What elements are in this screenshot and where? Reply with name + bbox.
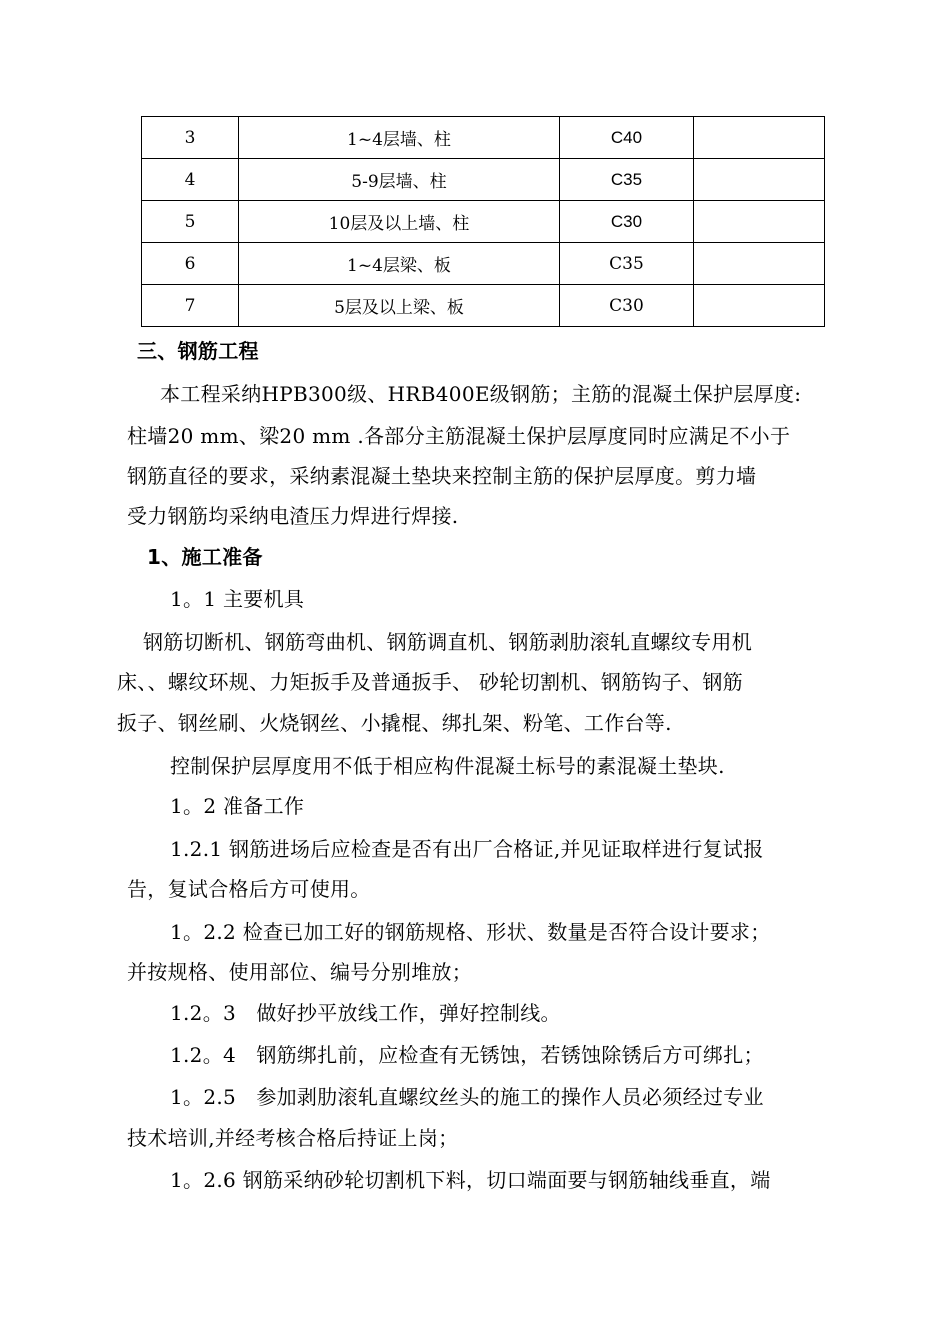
row-number: 4 bbox=[142, 159, 239, 201]
intro-line: 受力钢筋均采纳电渣压力焊进行焊接. bbox=[127, 504, 459, 528]
row-note bbox=[694, 117, 825, 159]
row-grade: C40 bbox=[560, 117, 694, 159]
body-line: 1.2。4 钢筋绑扎前，应检查有无锈蚀，若锈蚀除锈后方可绑扎； bbox=[170, 1043, 764, 1067]
row-part: 1~4层梁、板 bbox=[239, 243, 560, 285]
body-line: 控制保护层厚度用不低于相应构件混凝土标号的素混凝土垫块. bbox=[170, 754, 725, 778]
row-note bbox=[694, 159, 825, 201]
row-part: 5-9层墙、柱 bbox=[239, 159, 560, 201]
body-line: 1。2.6 钢筋采纳砂轮切割机下料，切口端面要与钢筋轴线垂直，端 bbox=[170, 1168, 771, 1192]
row-number: 6 bbox=[142, 243, 239, 285]
table-row bbox=[142, 243, 825, 285]
row-grade: C35 bbox=[560, 243, 694, 285]
table-row bbox=[142, 285, 825, 327]
body-line: 扳子、钢丝刷、火烧钢丝、小撬棍、绑扎架、粉笔、工作台等. bbox=[117, 711, 672, 735]
item-title: 1。1 主要机具 bbox=[170, 587, 305, 611]
row-note bbox=[694, 285, 825, 327]
row-grade: C30 bbox=[560, 201, 694, 243]
table-row bbox=[142, 159, 825, 201]
body-line: 1。2.2 检查已加工好的钢筋规格、形状、数量是否符合设计要求； bbox=[170, 920, 771, 944]
table-row bbox=[142, 201, 825, 243]
body-line: 钢筋切断机、钢筋弯曲机、钢筋调直机、钢筋剥肋滚轧直螺纹专用机 bbox=[143, 630, 752, 654]
row-number: 5 bbox=[142, 201, 239, 243]
intro-line: 本工程采纳HPB300级、HRB400E级钢筋；主筋的混凝土保护层厚度: bbox=[160, 382, 802, 406]
table-row bbox=[142, 117, 825, 159]
section-title: 三、钢筋工程 bbox=[137, 339, 259, 363]
row-grade: C35 bbox=[560, 159, 694, 201]
intro-line: 柱墙20 mm、梁20 mm .各部分主筋混凝土保护层厚度同时应满足不小于 bbox=[127, 424, 791, 448]
body-line: 1.2。3 做好抄平放线工作，弹好控制线。 bbox=[170, 1001, 561, 1025]
row-number: 7 bbox=[142, 285, 239, 327]
subsection-title: 1、施工准备 bbox=[147, 545, 263, 569]
body-line: 告，复试合格后方可使用。 bbox=[127, 877, 371, 901]
intro-line: 钢筋直径的要求，采纳素混凝土垫块来控制主筋的保护层厚度。剪力墙 bbox=[127, 464, 757, 488]
item-title: 1。2 准备工作 bbox=[170, 794, 305, 818]
row-note bbox=[694, 243, 825, 285]
row-part: 5层及以上梁、板 bbox=[239, 285, 560, 327]
body-line: 床、、螺纹环规、力矩扳手及普通扳手、 砂轮切割机、钢筋钩子、钢筋 bbox=[117, 670, 743, 694]
body-line: 并按规格、使用部位、编号分别堆放； bbox=[127, 960, 473, 984]
row-grade: C30 bbox=[560, 285, 694, 327]
concrete-grade-table bbox=[141, 116, 825, 327]
body-line: 1。2.5 参加剥肋滚轧直螺纹丝头的施工的操作人员必须经过专业 bbox=[170, 1085, 764, 1109]
row-note bbox=[694, 201, 825, 243]
row-number: 3 bbox=[142, 117, 239, 159]
row-part: 10层及以上墙、柱 bbox=[239, 201, 560, 243]
body-line: 1.2.1 钢筋进场后应检查是否有出厂合格证,并见证取样进行复试报 bbox=[170, 837, 764, 861]
row-part: 1~4层墙、柱 bbox=[239, 117, 560, 159]
body-line: 技术培训,并经考核合格后持证上岗； bbox=[127, 1126, 459, 1150]
